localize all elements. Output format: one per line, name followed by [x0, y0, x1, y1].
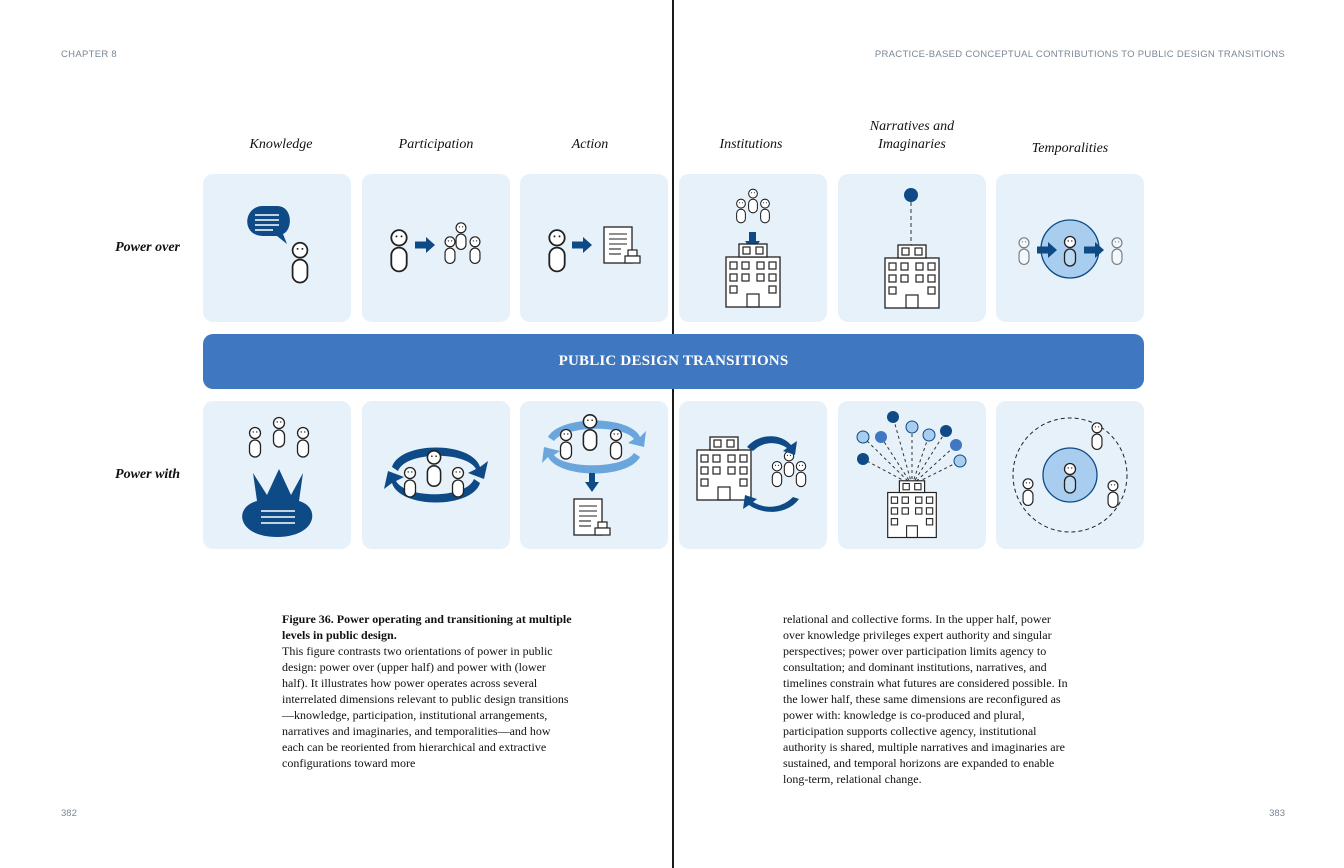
cell-power-over-institutions [679, 174, 827, 322]
cell-power-over-temporalities [996, 174, 1144, 322]
column-header-action: Action [571, 137, 609, 152]
cell-power-with-action [520, 401, 668, 549]
figure-caption-body-right: relational and collective forms. In the upper half, power over knowledge privileges expert authority and singular perspectives; power over participation limits agency to consultation; and dominant institutions, narratives, and timelines constrain what futures are considered possible. In the lower half, these same dimensions are reconfigured as power with: knowledge is co-produced and plural, participation supports collective agency, institutional authority is shared, multiple narratives and imaginaries are sustained, and temporal horizons are expanded to enable long-term, relational change. [783, 612, 1068, 786]
cell-power-over-participation [362, 174, 510, 322]
column-header-knowledge: Knowledge [249, 137, 313, 152]
figure-caption-left [282, 611, 572, 771]
cell-power-with-institutions [679, 401, 827, 549]
cell-power-with-knowledge [203, 401, 351, 549]
column-header-temporalities: Temporalities [1031, 141, 1109, 156]
group-shared-speech-icon [203, 401, 351, 549]
column-header-narratives: Narratives and Imaginaries [869, 119, 955, 152]
orbit-people-icon [996, 401, 1144, 549]
circular-group-icon [362, 401, 510, 549]
band-label: PUBLIC DESIGN TRANSITIONS [558, 353, 789, 369]
column-header-institutions: Institutions [719, 137, 783, 152]
figure-caption-title: Figure 36. Power operating and transitioning at multiple levels in public design. [282, 612, 572, 642]
figure-caption-body-left: This figure contrasts two orientations of power in public design: power over (upper half) and power with (lower half). It illustrates how power operates across several interrelated dimensions relevant to public design transitions—knowledge, participation, institutional arrangements, narratives and imaginaries, and temporalities—and how each can be reoriented from hierarchical and extractive configurations toward more [282, 644, 569, 770]
cell-power-over-narratives [838, 174, 986, 322]
page-gutter [672, 0, 674, 868]
person-to-group-icon [362, 174, 510, 322]
row-header-power-with: Power with [115, 467, 180, 482]
figure-caption-right [783, 611, 1069, 787]
building-group-exchange-icon [679, 401, 827, 549]
cell-power-over-knowledge [203, 174, 351, 322]
page-number-right: 383 [1269, 808, 1285, 819]
many-nodes-to-building-icon [838, 401, 986, 549]
cell-power-with-narratives [838, 401, 986, 549]
running-head-right: PRACTICE-BASED CONCEPTUAL CONTRIBUTIONS TO PUBLIC DESIGN TRANSITIONS [874, 49, 1285, 60]
cell-power-with-temporalities [996, 401, 1144, 549]
node-to-building-icon [838, 174, 986, 322]
column-header-participation: Participation [398, 137, 474, 152]
person-flow-cycle-icon [996, 174, 1144, 322]
running-head-left: CHAPTER 8 [61, 49, 118, 60]
group-to-building-icon [679, 174, 827, 322]
page-number-left: 382 [61, 808, 77, 819]
public-design-transitions-band [203, 334, 1144, 389]
cycle-group-document-icon [520, 401, 668, 549]
cell-power-with-participation [362, 401, 510, 549]
row-header-power-over: Power over [115, 240, 180, 255]
cell-power-over-action [520, 174, 668, 322]
speech-person-icon [203, 174, 351, 322]
person-to-document-icon [520, 174, 668, 322]
